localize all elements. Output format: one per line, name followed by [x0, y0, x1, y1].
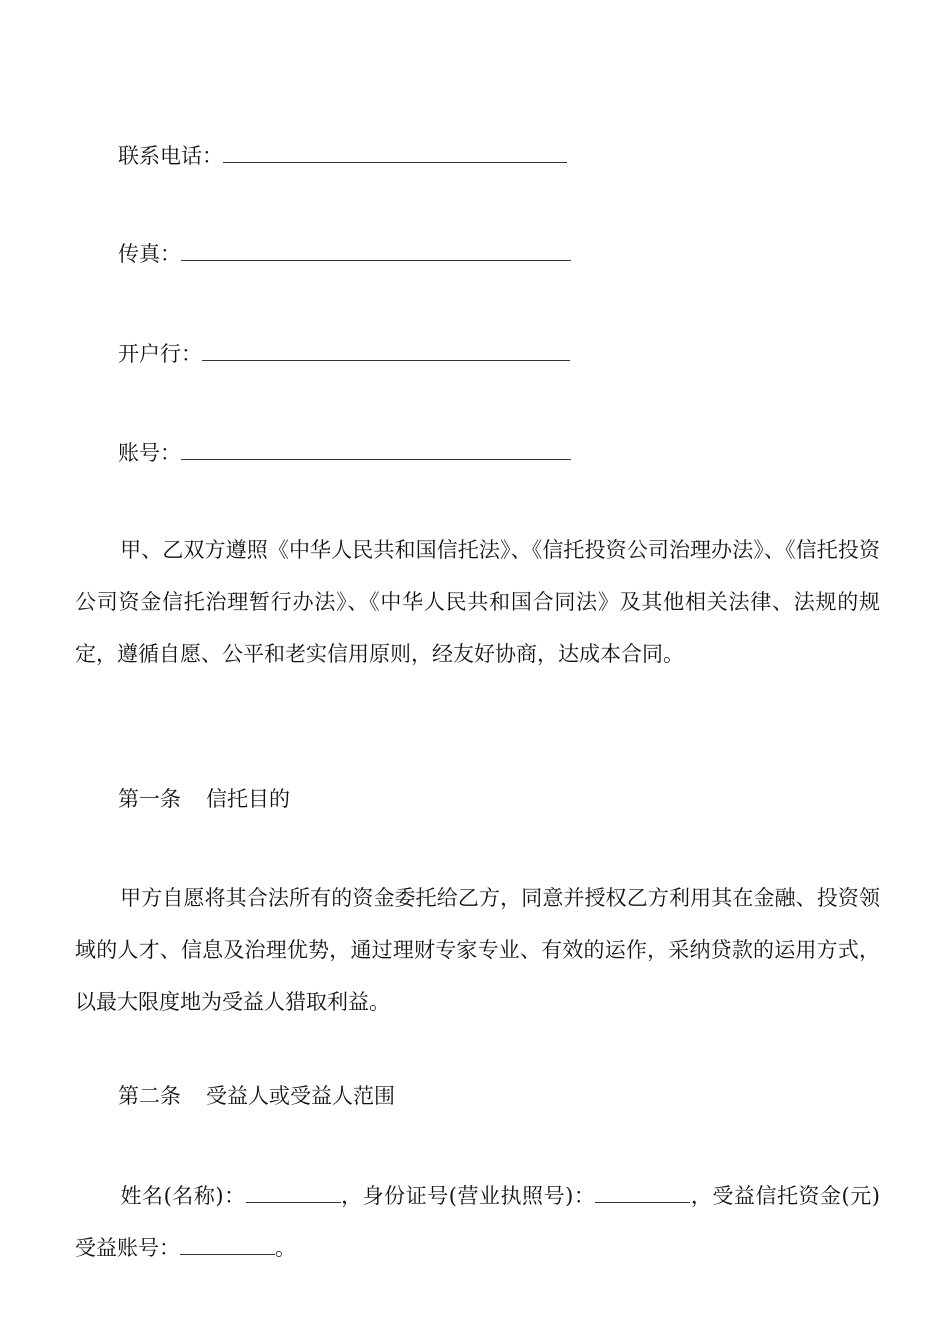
- beneficiary-account-label: ，受益信托资金(元)受益账号：: [75, 1184, 880, 1260]
- beneficiary-id-blank: [595, 1182, 690, 1203]
- preamble-paragraph: [75, 524, 880, 680]
- fax-label: 传真：: [118, 242, 181, 266]
- article1-number: 第一条: [118, 787, 181, 811]
- fax-blank: [181, 238, 571, 261]
- article1-body: 甲方自愿将其合法所有的资金委托给乙方，同意并授权乙方利用其在金融、投资领域的人才、信息及治理优势，通过理财专家专业、有效的运作，采纳贷款的运用方式，以最大限度地为受益人猎取利益。: [75, 886, 880, 1014]
- account-blank: [181, 437, 571, 460]
- phone-blank: [223, 140, 567, 163]
- bank-field: [118, 338, 570, 368]
- phone-label: 联系电话：: [118, 144, 223, 168]
- article2-number: 第二条: [118, 1084, 181, 1108]
- beneficiary-name-label: 姓名(名称)：: [120, 1184, 246, 1208]
- article1-paragraph: [75, 872, 880, 1028]
- line-end: 。: [275, 1236, 296, 1260]
- bank-blank: [202, 338, 570, 361]
- beneficiary-id-label: ，身份证号(营业执照号)：: [340, 1184, 596, 1208]
- beneficiary-name-blank: [246, 1182, 341, 1203]
- bank-label: 开户行：: [118, 342, 202, 366]
- article1-title: 信托目的: [206, 787, 290, 811]
- article1-heading: [118, 785, 290, 813]
- account-field: [118, 437, 571, 467]
- account-label: 账号：: [118, 441, 181, 465]
- preamble-text: 甲、乙双方遵照《中华人民共和国信托法》、《信托投资公司治理办法》、《信托投资公司资金信托治理暂行办法》、《中华人民共和国合同法》及其他相关法律、法规的规定，遵循自愿、公平和老实信用原则，经友好协商，达成本合同。: [75, 538, 880, 666]
- beneficiary-account-blank: [180, 1234, 275, 1255]
- fax-field: [118, 238, 571, 268]
- article2-title: 受益人或受益人范围: [206, 1084, 395, 1108]
- article2-paragraph: [75, 1170, 880, 1274]
- article2-heading: [118, 1082, 395, 1110]
- phone-field: [118, 140, 567, 170]
